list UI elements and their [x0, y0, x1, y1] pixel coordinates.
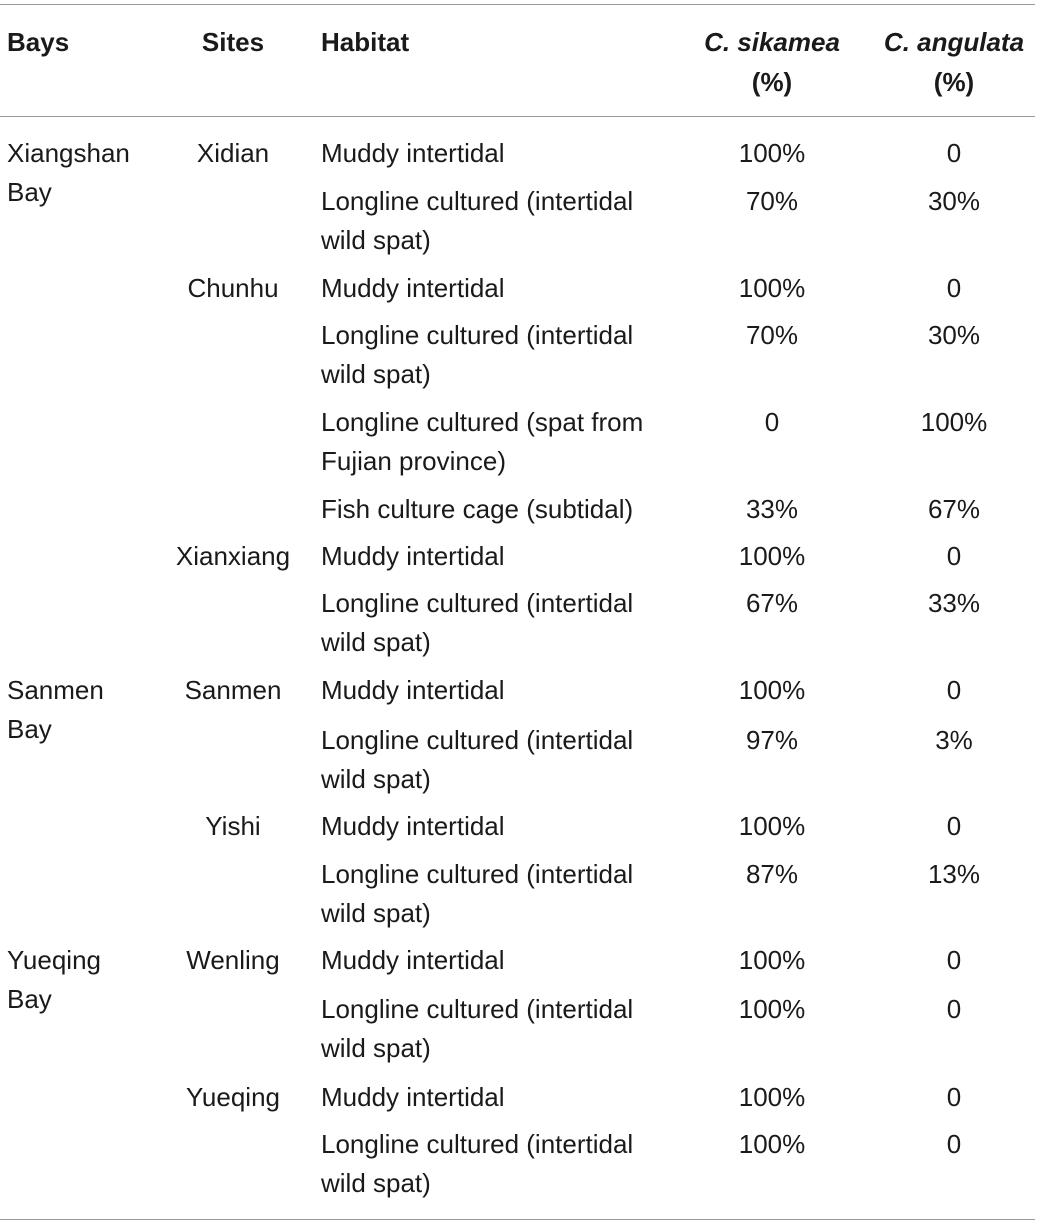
site-name: Wenling: [186, 945, 280, 975]
header-c-angulata-unit: (%): [933, 67, 975, 97]
table-top-rule: [0, 4, 1035, 5]
habitat-cell-line2: wild spat): [321, 225, 431, 255]
habitat-cell: Longline cultured (intertidal: [321, 1129, 634, 1159]
bay-name: Yueqing: [7, 945, 101, 975]
bay-name: Xiangshan: [7, 138, 130, 168]
habitat-cell: Longline cultured (intertidal: [321, 859, 634, 889]
site-name: Xianxiang: [175, 541, 291, 571]
habitat-cell: Longline cultured (spat from: [321, 407, 644, 437]
habitat-cell: Muddy intertidal: [321, 273, 505, 303]
bay-name-line2: Bay: [7, 984, 52, 1014]
header-sites: Sites: [201, 27, 265, 57]
bay-name-line2: Bay: [7, 177, 52, 207]
habitat-cell: Longline cultured (intertidal: [321, 588, 634, 618]
c-sikamea-cell: 67%: [745, 588, 799, 618]
header-bays: Bays: [7, 27, 70, 57]
bay-name-line2: Bay: [7, 714, 52, 744]
site-name: Chunhu: [187, 273, 279, 303]
habitat-cell: Muddy intertidal: [321, 1082, 505, 1112]
table-bottom-rule: [0, 1219, 1035, 1220]
c-angulata-cell: 0: [946, 273, 962, 303]
habitat-cell-line2: wild spat): [321, 764, 431, 794]
habitat-cell: Longline cultured (intertidal: [321, 186, 634, 216]
c-sikamea-cell: 100%: [738, 1082, 806, 1112]
c-angulata-cell: 0: [946, 811, 962, 841]
c-angulata-cell: 0: [946, 945, 962, 975]
habitat-cell-line2: wild spat): [321, 359, 431, 389]
c-sikamea-cell: 70%: [745, 186, 799, 216]
header-c-angulata: [868, 22, 1040, 102]
habitat-cell: Longline cultured (intertidal: [321, 994, 634, 1024]
habitat-cell: Longline cultured (intertidal: [321, 320, 634, 350]
habitat-cell: Muddy intertidal: [321, 675, 505, 705]
c-sikamea-cell: 100%: [738, 541, 806, 571]
header-c-sikamea-name: C. sikamea: [704, 27, 840, 57]
c-sikamea-cell: 70%: [745, 320, 799, 350]
c-sikamea-cell: 87%: [745, 859, 799, 889]
c-sikamea-cell: 100%: [738, 1129, 806, 1159]
site-name: Yishi: [205, 811, 261, 841]
site-name: Xidian: [196, 138, 270, 168]
c-sikamea-cell: 100%: [738, 811, 806, 841]
header-c-angulata-name: C. angulata: [883, 27, 1025, 57]
c-sikamea-cell: 100%: [738, 273, 806, 303]
habitat-cell-line2: wild spat): [321, 898, 431, 928]
c-angulata-cell: 0: [946, 1129, 962, 1159]
habitat-cell-line2: wild spat): [321, 1168, 431, 1198]
c-sikamea-cell: 100%: [738, 945, 806, 975]
c-angulata-cell: 13%: [927, 859, 981, 889]
header-habitat: Habitat: [321, 27, 410, 57]
header-c-sikamea: [686, 22, 858, 102]
c-angulata-cell: 33%: [927, 588, 981, 618]
c-angulata-cell: 0: [946, 675, 962, 705]
c-sikamea-cell: 100%: [738, 994, 806, 1024]
c-sikamea-cell: 97%: [745, 725, 799, 755]
habitat-cell: Muddy intertidal: [321, 811, 505, 841]
c-angulata-cell: 0: [946, 994, 962, 1024]
c-angulata-cell: 0: [946, 1082, 962, 1112]
habitat-cell: Muddy intertidal: [321, 541, 505, 571]
c-angulata-cell: 67%: [927, 494, 981, 524]
habitat-cell: Longline cultured (intertidal: [321, 725, 634, 755]
habitat-cell: Fish culture cage (subtidal): [321, 494, 634, 524]
c-sikamea-cell: 100%: [738, 138, 806, 168]
c-angulata-cell: 3%: [935, 725, 973, 755]
habitat-cell-line2: wild spat): [321, 627, 431, 657]
c-angulata-cell: 30%: [927, 186, 981, 216]
habitat-cell: Muddy intertidal: [321, 945, 505, 975]
c-sikamea-cell: 0: [764, 407, 780, 437]
header-rule: [0, 116, 1035, 117]
c-sikamea-cell: 33%: [745, 494, 799, 524]
c-angulata-cell: 0: [946, 138, 962, 168]
c-sikamea-cell: 100%: [738, 675, 806, 705]
habitat-cell: Muddy intertidal: [321, 138, 505, 168]
bay-name: Sanmen: [7, 675, 104, 705]
c-angulata-cell: 30%: [927, 320, 981, 350]
habitat-cell-line2: wild spat): [321, 1033, 431, 1063]
c-angulata-cell: 100%: [920, 407, 988, 437]
habitat-cell-line2: Fujian province): [321, 446, 506, 476]
header-c-sikamea-unit: (%): [751, 67, 793, 97]
c-angulata-cell: 0: [946, 541, 962, 571]
site-name: Sanmen: [184, 675, 282, 705]
site-name: Yueqing: [186, 1082, 280, 1112]
